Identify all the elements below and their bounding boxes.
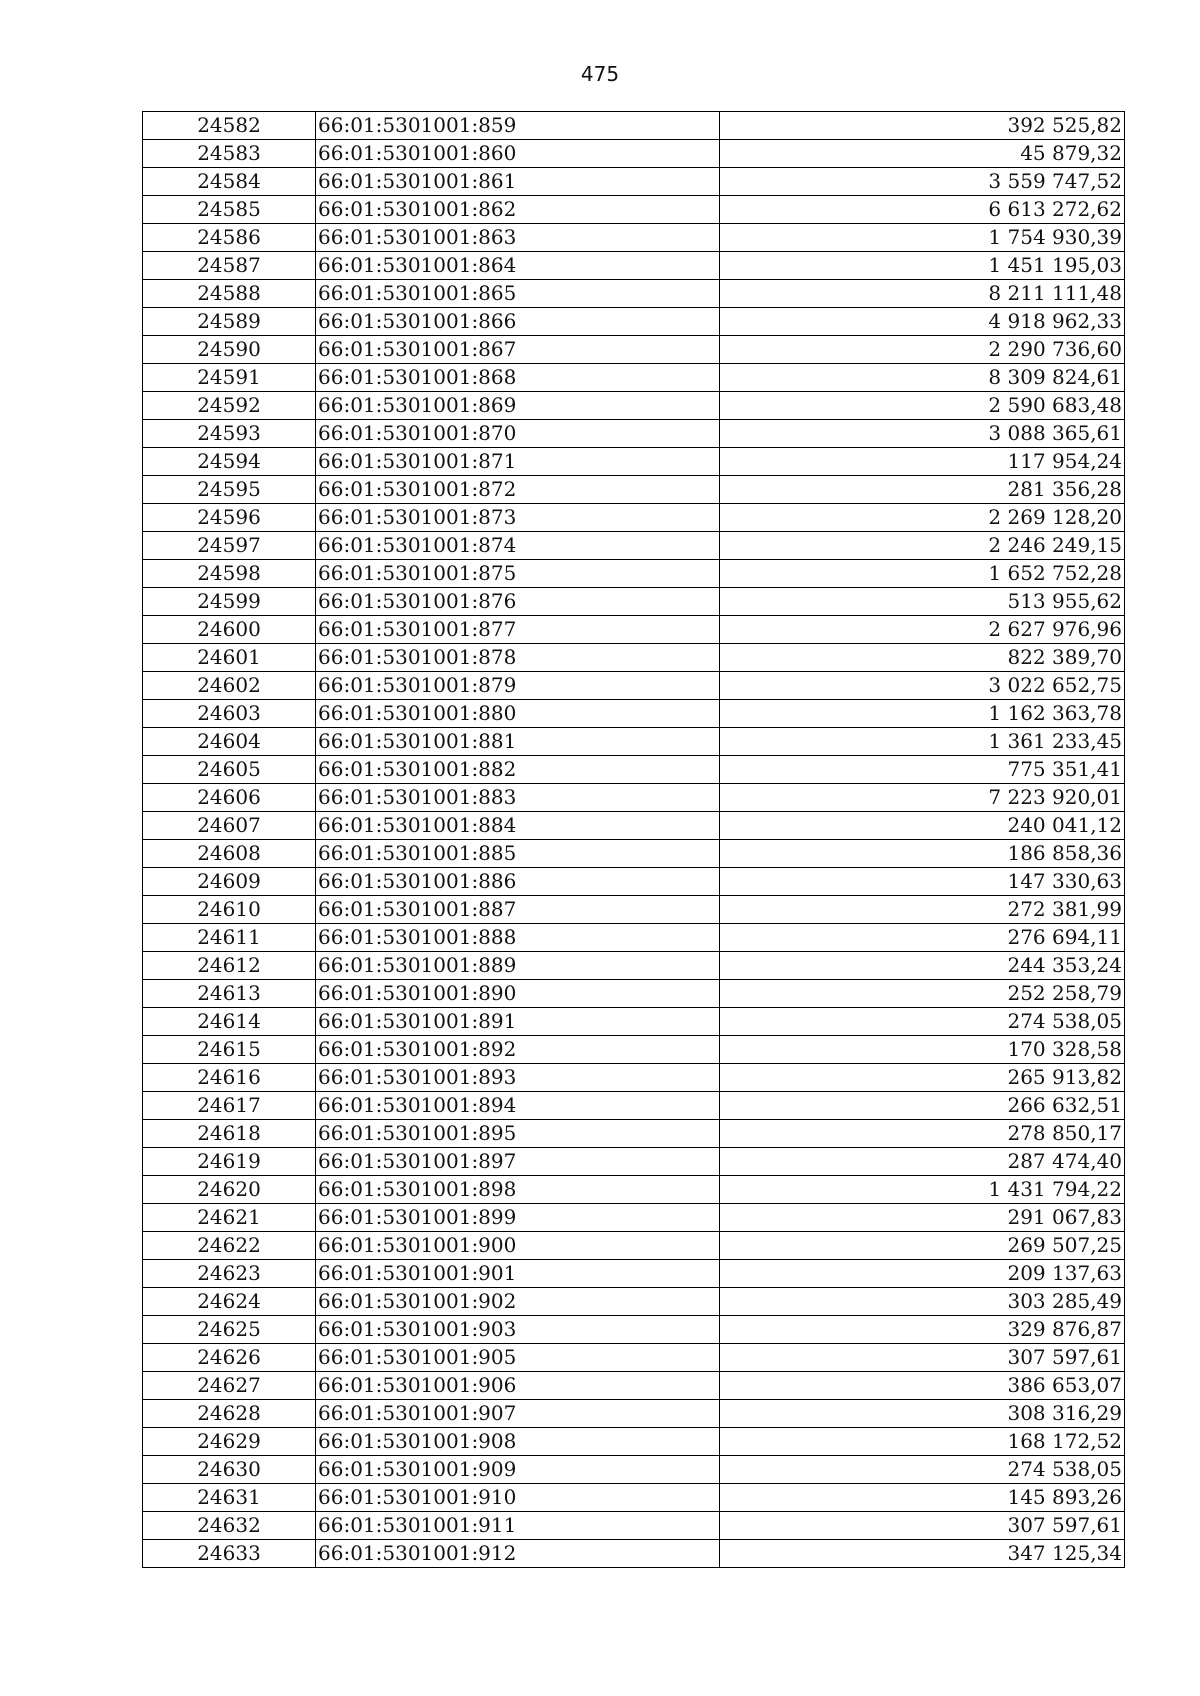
table-row <box>143 560 1125 588</box>
table-row <box>143 140 1125 168</box>
cadastral-value: 240 041,12 <box>720 812 1125 840</box>
table-row <box>143 1428 1125 1456</box>
cadastral-number: 66:01:5301001:910 <box>316 1484 720 1512</box>
table-row <box>143 924 1125 952</box>
row-number: 24602 <box>143 672 316 700</box>
cadastral-value: 822 389,70 <box>720 644 1125 672</box>
row-number: 24617 <box>143 1092 316 1120</box>
table-row <box>143 224 1125 252</box>
cadastral-number: 66:01:5301001:871 <box>316 448 720 476</box>
cadastral-value: 307 597,61 <box>720 1344 1125 1372</box>
cadastral-number: 66:01:5301001:907 <box>316 1400 720 1428</box>
row-number: 24598 <box>143 560 316 588</box>
row-number: 24589 <box>143 308 316 336</box>
cadastral-number: 66:01:5301001:900 <box>316 1232 720 1260</box>
row-number: 24620 <box>143 1176 316 1204</box>
cadastral-value: 2 590 683,48 <box>720 392 1125 420</box>
cadastral-value: 147 330,63 <box>720 868 1125 896</box>
cadastral-number: 66:01:5301001:889 <box>316 952 720 980</box>
row-number: 24613 <box>143 980 316 1008</box>
table-row <box>143 980 1125 1008</box>
cadastral-value: 265 913,82 <box>720 1064 1125 1092</box>
row-number: 24606 <box>143 784 316 812</box>
row-number: 24595 <box>143 476 316 504</box>
cadastral-number: 66:01:5301001:867 <box>316 336 720 364</box>
cadastral-number: 66:01:5301001:887 <box>316 896 720 924</box>
table-row <box>143 1064 1125 1092</box>
cadastral-value: 1 431 794,22 <box>720 1176 1125 1204</box>
row-number: 24626 <box>143 1344 316 1372</box>
cadastral-number: 66:01:5301001:888 <box>316 924 720 952</box>
cadastral-value: 170 328,58 <box>720 1036 1125 1064</box>
table-row <box>143 840 1125 868</box>
table-body <box>143 112 1125 1568</box>
cadastral-value: 168 172,52 <box>720 1428 1125 1456</box>
table-row <box>143 1260 1125 1288</box>
row-number: 24583 <box>143 140 316 168</box>
cadastral-value: 2 627 976,96 <box>720 616 1125 644</box>
cadastral-number: 66:01:5301001:890 <box>316 980 720 1008</box>
cadastral-number: 66:01:5301001:863 <box>316 224 720 252</box>
cadastral-value: 513 955,62 <box>720 588 1125 616</box>
cadastral-value: 272 381,99 <box>720 896 1125 924</box>
cadastral-number: 66:01:5301001:864 <box>316 252 720 280</box>
row-number: 24631 <box>143 1484 316 1512</box>
row-number: 24632 <box>143 1512 316 1540</box>
row-number: 24611 <box>143 924 316 952</box>
cadastral-value: 1 652 752,28 <box>720 560 1125 588</box>
table-row <box>143 672 1125 700</box>
row-number: 24625 <box>143 1316 316 1344</box>
cadastral-value: 269 507,25 <box>720 1232 1125 1260</box>
table-row <box>143 1344 1125 1372</box>
cadastral-number: 66:01:5301001:866 <box>316 308 720 336</box>
table-row <box>143 252 1125 280</box>
table-row <box>143 392 1125 420</box>
cadastral-number: 66:01:5301001:862 <box>316 196 720 224</box>
table-row <box>143 476 1125 504</box>
table-row <box>143 1008 1125 1036</box>
cadastral-number: 66:01:5301001:870 <box>316 420 720 448</box>
cadastral-value: 3 559 747,52 <box>720 168 1125 196</box>
row-number: 24628 <box>143 1400 316 1428</box>
cadastral-number: 66:01:5301001:901 <box>316 1260 720 1288</box>
table-row <box>143 1148 1125 1176</box>
cadastral-number: 66:01:5301001:869 <box>316 392 720 420</box>
row-number: 24612 <box>143 952 316 980</box>
table-row <box>143 280 1125 308</box>
row-number: 24582 <box>143 112 316 140</box>
row-number: 24594 <box>143 448 316 476</box>
table-row <box>143 1540 1125 1568</box>
row-number: 24601 <box>143 644 316 672</box>
cadastral-value: 329 876,87 <box>720 1316 1125 1344</box>
cadastral-number: 66:01:5301001:908 <box>316 1428 720 1456</box>
cadastral-value: 281 356,28 <box>720 476 1125 504</box>
table-row <box>143 504 1125 532</box>
table-row <box>143 168 1125 196</box>
cadastral-number: 66:01:5301001:895 <box>316 1120 720 1148</box>
cadastral-value: 1 361 233,45 <box>720 728 1125 756</box>
cadastral-number: 66:01:5301001:885 <box>316 840 720 868</box>
table-row <box>143 728 1125 756</box>
cadastral-number: 66:01:5301001:860 <box>316 140 720 168</box>
cadastral-number: 66:01:5301001:872 <box>316 476 720 504</box>
cadastral-value: 8 309 824,61 <box>720 364 1125 392</box>
cadastral-value: 2 269 128,20 <box>720 504 1125 532</box>
table-row <box>143 1120 1125 1148</box>
cadastral-value: 244 353,24 <box>720 952 1125 980</box>
table-row <box>143 588 1125 616</box>
cadastral-value: 209 137,63 <box>720 1260 1125 1288</box>
table-row <box>143 812 1125 840</box>
cadastral-number: 66:01:5301001:884 <box>316 812 720 840</box>
cadastral-number: 66:01:5301001:882 <box>316 756 720 784</box>
row-number: 24621 <box>143 1204 316 1232</box>
row-number: 24585 <box>143 196 316 224</box>
row-number: 24629 <box>143 1428 316 1456</box>
cadastral-number: 66:01:5301001:906 <box>316 1372 720 1400</box>
cadastral-value: 45 879,32 <box>720 140 1125 168</box>
cadastral-number: 66:01:5301001:886 <box>316 868 720 896</box>
row-number: 24588 <box>143 280 316 308</box>
row-number: 24623 <box>143 1260 316 1288</box>
row-number: 24624 <box>143 1288 316 1316</box>
table-row <box>143 1316 1125 1344</box>
cadastral-number: 66:01:5301001:874 <box>316 532 720 560</box>
cadastral-number: 66:01:5301001:877 <box>316 616 720 644</box>
row-number: 24618 <box>143 1120 316 1148</box>
row-number: 24592 <box>143 392 316 420</box>
table-row <box>143 644 1125 672</box>
cadastral-number: 66:01:5301001:911 <box>316 1512 720 1540</box>
row-number: 24622 <box>143 1232 316 1260</box>
row-number: 24591 <box>143 364 316 392</box>
cadastral-value: 287 474,40 <box>720 1148 1125 1176</box>
cadastral-number: 66:01:5301001:876 <box>316 588 720 616</box>
cadastral-number: 66:01:5301001:861 <box>316 168 720 196</box>
cadastral-number: 66:01:5301001:893 <box>316 1064 720 1092</box>
table-row <box>143 1036 1125 1064</box>
cadastral-number: 66:01:5301001:899 <box>316 1204 720 1232</box>
row-number: 24590 <box>143 336 316 364</box>
cadastral-value: 4 918 962,33 <box>720 308 1125 336</box>
cadastral-value: 347 125,34 <box>720 1540 1125 1568</box>
table-row <box>143 868 1125 896</box>
cadastral-value: 3 022 652,75 <box>720 672 1125 700</box>
row-number: 24587 <box>143 252 316 280</box>
table-row <box>143 952 1125 980</box>
table-row <box>143 1484 1125 1512</box>
table-row <box>143 112 1125 140</box>
cadastral-value: 775 351,41 <box>720 756 1125 784</box>
cadastral-number: 66:01:5301001:898 <box>316 1176 720 1204</box>
cadastral-value: 274 538,05 <box>720 1456 1125 1484</box>
table-row <box>143 420 1125 448</box>
table-row <box>143 1372 1125 1400</box>
cadastral-value: 308 316,29 <box>720 1400 1125 1428</box>
cadastral-value: 274 538,05 <box>720 1008 1125 1036</box>
row-number: 24604 <box>143 728 316 756</box>
table-row <box>143 1400 1125 1428</box>
table-row <box>143 1512 1125 1540</box>
row-number: 24610 <box>143 896 316 924</box>
cadastral-number: 66:01:5301001:880 <box>316 700 720 728</box>
cadastral-value: 276 694,11 <box>720 924 1125 952</box>
cadastral-number: 66:01:5301001:883 <box>316 784 720 812</box>
cadastral-number: 66:01:5301001:891 <box>316 1008 720 1036</box>
cadastral-value: 307 597,61 <box>720 1512 1125 1540</box>
cadastral-number: 66:01:5301001:902 <box>316 1288 720 1316</box>
page-number: 475 <box>580 62 620 86</box>
table-row <box>143 196 1125 224</box>
table-row <box>143 1456 1125 1484</box>
table-row <box>143 336 1125 364</box>
cadastral-number: 66:01:5301001:905 <box>316 1344 720 1372</box>
cadastral-number: 66:01:5301001:894 <box>316 1092 720 1120</box>
row-number: 24608 <box>143 840 316 868</box>
cadastral-number: 66:01:5301001:892 <box>316 1036 720 1064</box>
cadastral-value: 266 632,51 <box>720 1092 1125 1120</box>
table-row <box>143 616 1125 644</box>
cadastral-number: 66:01:5301001:879 <box>316 672 720 700</box>
table-row <box>143 1232 1125 1260</box>
row-number: 24616 <box>143 1064 316 1092</box>
cadastral-number: 66:01:5301001:912 <box>316 1540 720 1568</box>
cadastral-value: 392 525,82 <box>720 112 1125 140</box>
cadastral-value: 386 653,07 <box>720 1372 1125 1400</box>
table-row <box>143 308 1125 336</box>
row-number: 24627 <box>143 1372 316 1400</box>
row-number: 24596 <box>143 504 316 532</box>
cadastral-number: 66:01:5301001:878 <box>316 644 720 672</box>
cadastral-number: 66:01:5301001:897 <box>316 1148 720 1176</box>
cadastral-value: 291 067,83 <box>720 1204 1125 1232</box>
cadastral-number: 66:01:5301001:873 <box>316 504 720 532</box>
table-row <box>143 1204 1125 1232</box>
cadastral-number: 66:01:5301001:881 <box>316 728 720 756</box>
row-number: 24584 <box>143 168 316 196</box>
cadastral-number: 66:01:5301001:865 <box>316 280 720 308</box>
cadastral-value: 7 223 920,01 <box>720 784 1125 812</box>
cadastral-value: 252 258,79 <box>720 980 1125 1008</box>
row-number: 24619 <box>143 1148 316 1176</box>
cadastral-number: 66:01:5301001:875 <box>316 560 720 588</box>
cadastral-value: 117 954,24 <box>720 448 1125 476</box>
cadastral-value: 278 850,17 <box>720 1120 1125 1148</box>
cadastral-value: 1 754 930,39 <box>720 224 1125 252</box>
row-number: 24605 <box>143 756 316 784</box>
row-number: 24599 <box>143 588 316 616</box>
cadastral-number: 66:01:5301001:868 <box>316 364 720 392</box>
table-row <box>143 364 1125 392</box>
cadastral-number: 66:01:5301001:859 <box>316 112 720 140</box>
row-number: 24614 <box>143 1008 316 1036</box>
cadastral-value: 145 893,26 <box>720 1484 1125 1512</box>
cadastral-number: 66:01:5301001:909 <box>316 1456 720 1484</box>
table-row <box>143 784 1125 812</box>
row-number: 24586 <box>143 224 316 252</box>
table-row <box>143 1288 1125 1316</box>
row-number: 24593 <box>143 420 316 448</box>
cadastral-value: 8 211 111,48 <box>720 280 1125 308</box>
cadastral-value: 2 246 249,15 <box>720 532 1125 560</box>
row-number: 24609 <box>143 868 316 896</box>
cadastral-value-table <box>142 111 1125 1568</box>
cadastral-value: 2 290 736,60 <box>720 336 1125 364</box>
cadastral-value: 186 858,36 <box>720 840 1125 868</box>
row-number: 24615 <box>143 1036 316 1064</box>
table-row <box>143 448 1125 476</box>
cadastral-value: 1 162 363,78 <box>720 700 1125 728</box>
cadastral-number: 66:01:5301001:903 <box>316 1316 720 1344</box>
row-number: 24597 <box>143 532 316 560</box>
table-row <box>143 756 1125 784</box>
cadastral-value: 3 088 365,61 <box>720 420 1125 448</box>
row-number: 24600 <box>143 616 316 644</box>
cadastral-value: 1 451 195,03 <box>720 252 1125 280</box>
row-number: 24607 <box>143 812 316 840</box>
row-number: 24603 <box>143 700 316 728</box>
cadastral-value: 6 613 272,62 <box>720 196 1125 224</box>
table-row <box>143 896 1125 924</box>
table-row <box>143 700 1125 728</box>
cadastral-value: 303 285,49 <box>720 1288 1125 1316</box>
table-row <box>143 532 1125 560</box>
table-row <box>143 1176 1125 1204</box>
row-number: 24630 <box>143 1456 316 1484</box>
row-number: 24633 <box>143 1540 316 1568</box>
table-row <box>143 1092 1125 1120</box>
